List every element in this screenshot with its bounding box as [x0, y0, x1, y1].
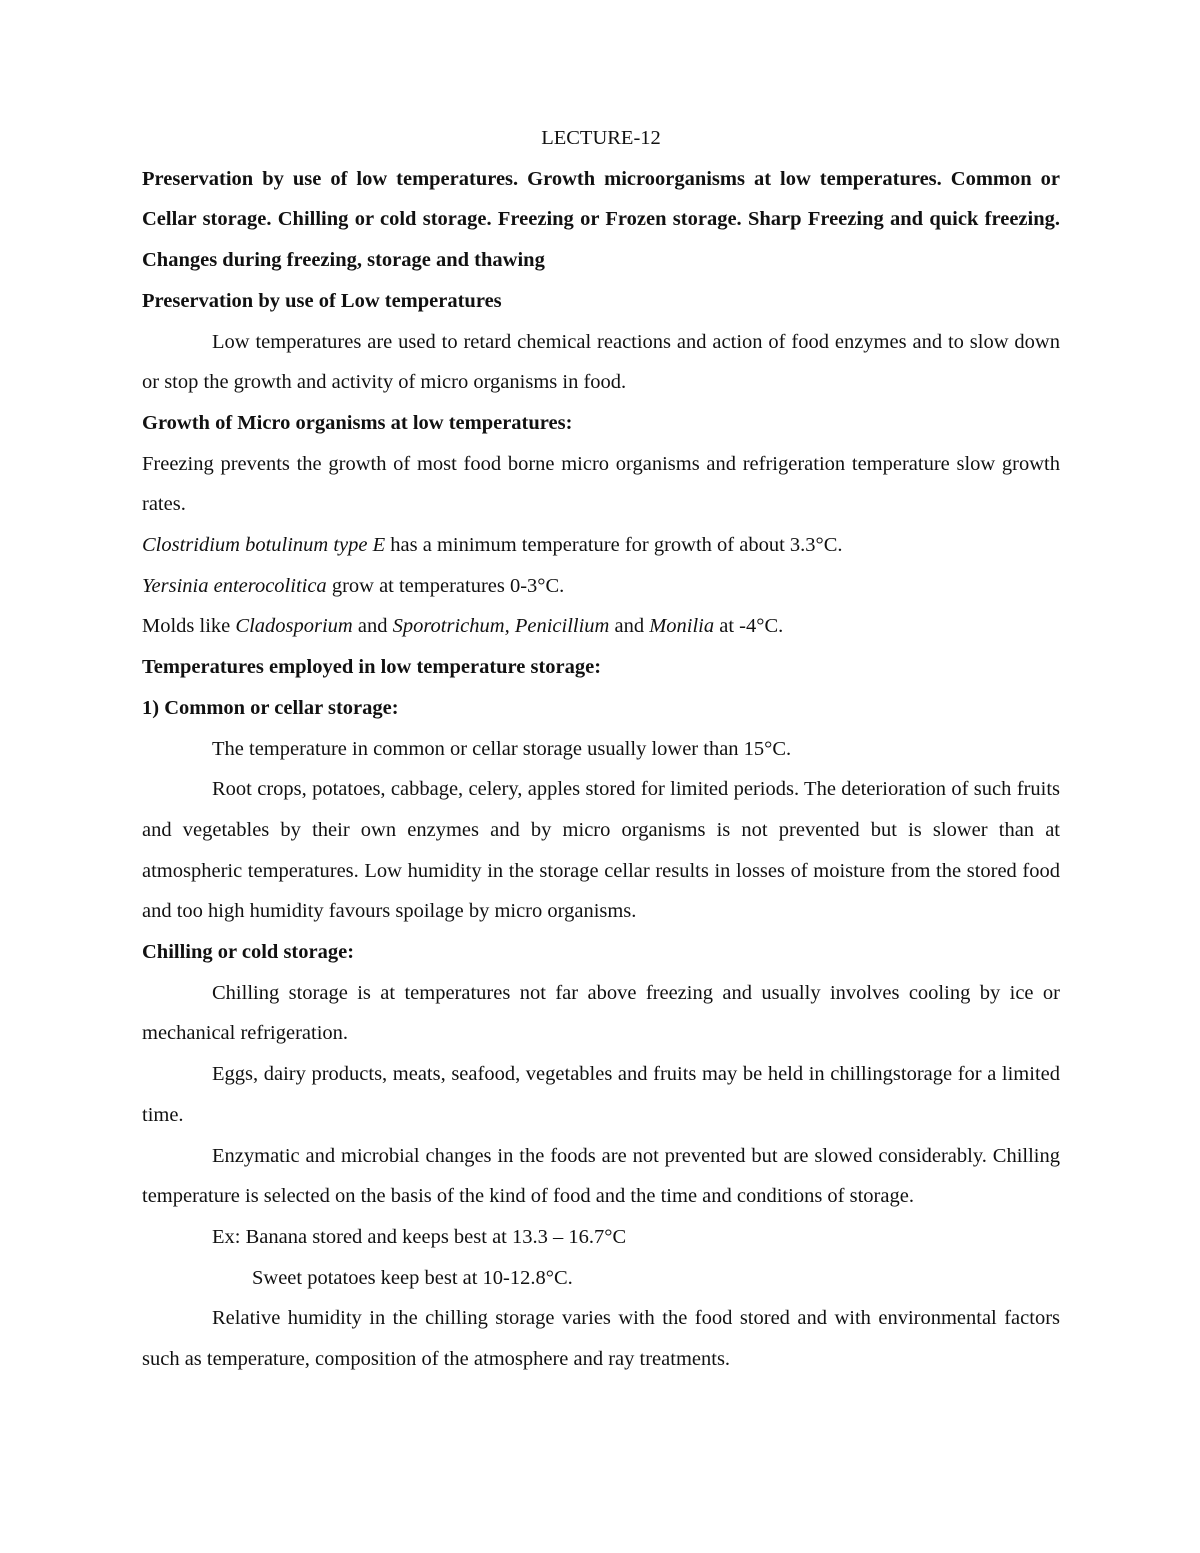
molds-text: and	[352, 615, 393, 638]
section-heading-growth: Growth of Micro organisms at low temperatures:	[142, 411, 573, 434]
molds-line	[142, 606, 1060, 647]
paragraph-chilling-changes: Enzymatic and microbial changes in the foods are not prevented but are slowed considerably. Chilling temperature is selected on the basis of the kind of food and the time and conditions of storage.	[142, 1144, 1060, 1208]
yersinia-line	[142, 566, 1060, 607]
example-banana: Ex: Banana stored and keeps best at 13.3 – 16.7°C	[212, 1225, 627, 1248]
paragraph-chilling-def: Chilling storage is at temperatures not far above freezing and usually involves cooling by ice or mechanical refrigeration.	[142, 981, 1060, 1045]
page-title: LECTURE-12	[541, 127, 661, 149]
subheading-cellar-storage: 1) Common or cellar storage:	[142, 696, 399, 719]
species-name: Monilia	[649, 615, 715, 638]
paragraph-low-temp: Low temperatures are used to retard chemical reactions and action of food enzymes and to slow down or stop the growth and activity of micro organisms in food.	[142, 330, 1060, 394]
molds-text: Molds like	[142, 615, 236, 638]
clostridium-line	[142, 525, 1060, 566]
species-name: Yersinia enterocolitica	[142, 574, 327, 597]
species-name: Cladosporium	[235, 615, 353, 638]
section-heading-low-temp: Preservation by use of Low temperatures	[142, 289, 502, 312]
clostridium-text: has a minimum temperature for growth of about 3.3°C.	[385, 534, 843, 557]
example-sweet-potatoes: Sweet potatoes keep best at 10-12.8°C.	[252, 1266, 573, 1289]
paragraph-chilling-foods: Eggs, dairy products, meats, seafood, vegetables and fruits may be held in chillingstorage for a limited time.	[142, 1063, 1060, 1126]
species-name: Clostridium botulinum type E	[142, 534, 386, 557]
species-name: Sporotrichum, Penicillium	[392, 615, 610, 638]
paragraph-relative-humidity: Relative humidity in the chilling storage varies with the food stored and with environmental factors such as temperature, composition of the atmosphere and ray treatments.	[142, 1307, 1060, 1371]
molds-text: at -4°C.	[714, 615, 784, 638]
molds-text: and	[609, 615, 650, 638]
yersinia-text: grow at temperatures 0-3°C.	[326, 574, 565, 597]
page-content	[142, 118, 1060, 1380]
paragraph-cellar-temp: The temperature in common or cellar storage usually lower than 15°C.	[212, 737, 792, 760]
section-heading-temperatures: Temperatures employed in low temperature storage:	[142, 656, 602, 679]
paragraph-growth: Freezing prevents the growth of most food borne micro organisms and refrigeration temperature slow growth rates.	[142, 452, 1060, 516]
paragraph-cellar-details: Root crops, potatoes, cabbage, celery, apples stored for limited periods. The deterioration of such fruits and vegetables by their own enzymes and by micro organisms is not prevented but is slower than at atmospheric temperatures. Low humidity in the storage cellar results in losses of moisture from the stored food and too high humidity favours spoilage by micro organisms.	[142, 778, 1060, 923]
section-heading-chilling: Chilling or cold storage:	[142, 941, 355, 964]
lecture-topics: Preservation by use of low temperatures. Growth microorganisms at low temperatures. Common or Cellar storage. Chilling or cold storage. Freezing or Frozen storage. Sharp Freezing and quick freezing. Changes during freezing, storage and thawing	[142, 167, 1060, 272]
